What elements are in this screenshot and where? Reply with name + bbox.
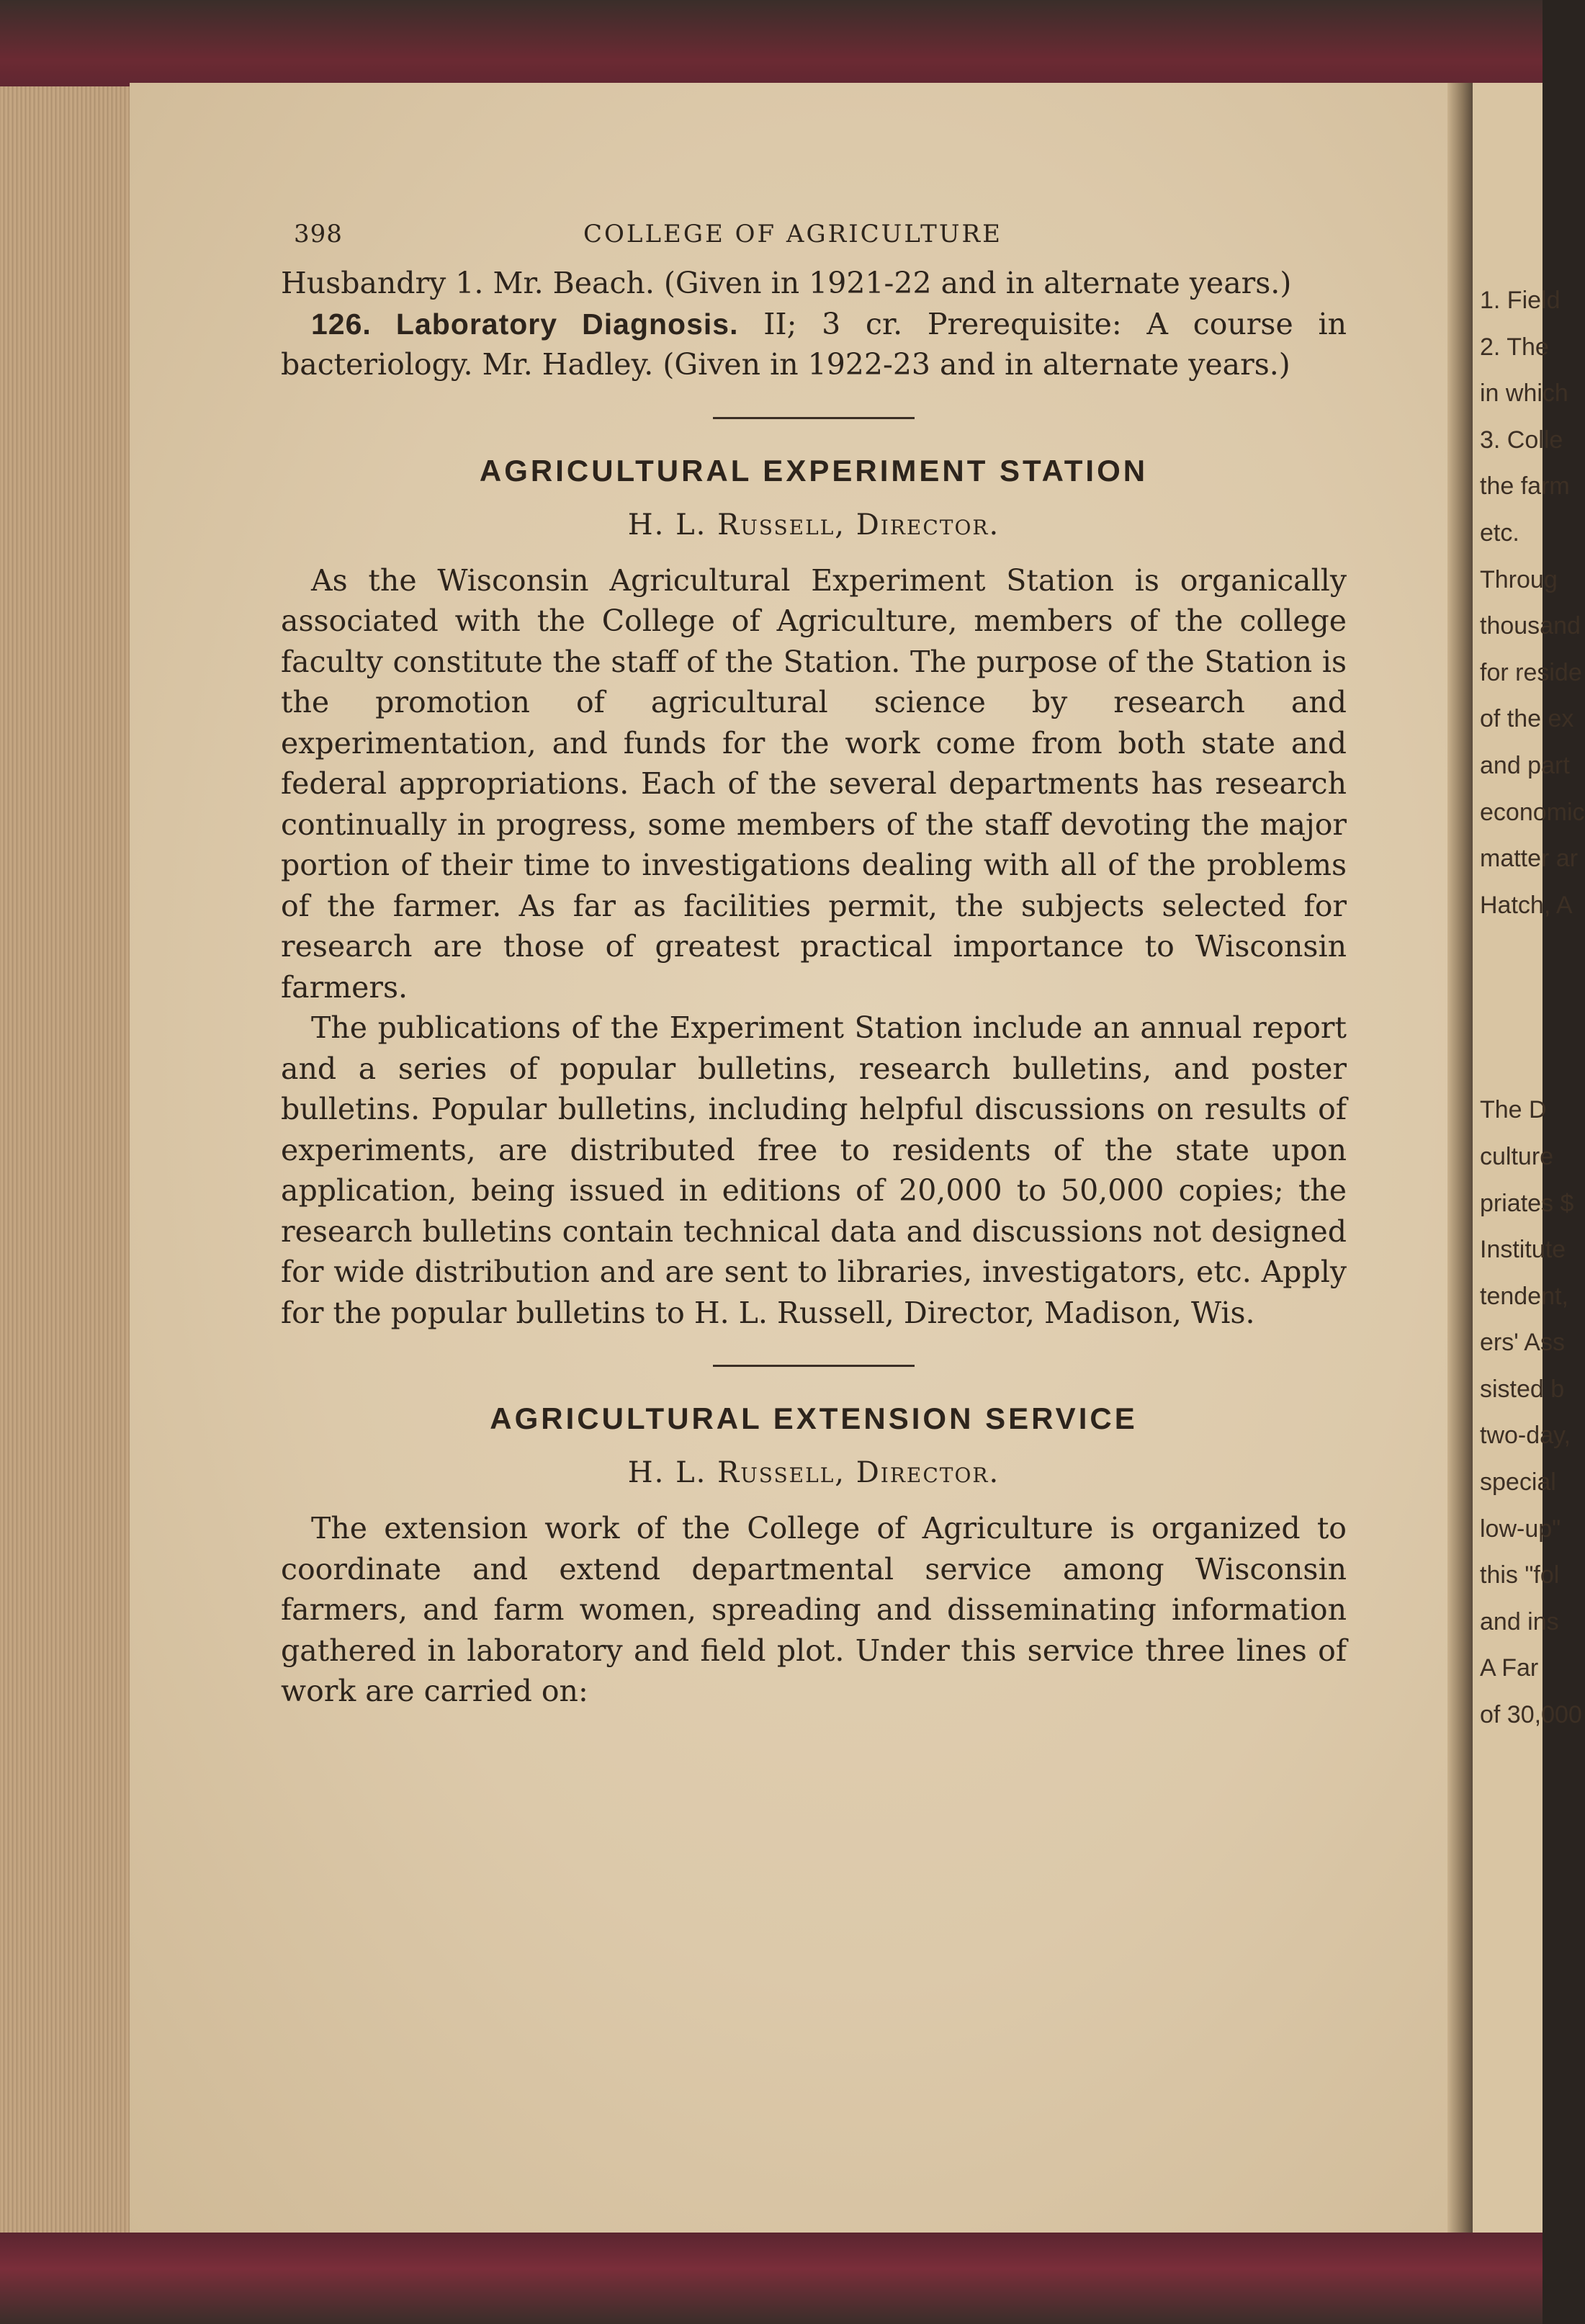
director-line: H. L. Russell, Director. (627, 508, 1000, 542)
fragment-line: thousand (1480, 612, 1581, 640)
course-details: II; 3 cr. Prerequisite: A course in bacteriology. Mr. Hadley. (Given in 1922-23 and in alternate years.) (281, 306, 1347, 382)
director-line: H. L. Russell, Director. (627, 1456, 1000, 1489)
course-entry (281, 304, 1347, 385)
book-gutter (1447, 83, 1476, 2243)
section-heading-experiment-station: AGRICULTURAL EXPERIMENT STATION (479, 453, 1149, 488)
continued-text: Husbandry 1. Mr. Beach. (Given in 1921-22 and in alternate years.) (281, 266, 1292, 300)
fragment-line: and part (1480, 751, 1570, 779)
section-divider (713, 417, 915, 419)
fragment-line: two-day, (1480, 1422, 1571, 1450)
fragment-line: 1. Field (1480, 287, 1561, 314)
fragment-line: Throug (1480, 565, 1558, 593)
station-paragraph-1: As the Wisconsin Agricultural Experiment Station is organically associated with the College of Agriculture, members of the college faculty constitute the staff of the Station. The purpose of the Station is the promotion of agricultural science by research and experimentation, and funds for the work come from both state and federal appropriations. Each of the several departments has research continually in progress, some members of the staff devoting the major portion of their time to investigations dealing with all of the problems of the farmer. As far as facilities permit, the subjects selected for research are those of greatest practical importance to Wisconsin farmers. (281, 562, 1347, 1005)
fragment-line: 3. Colle (1480, 426, 1563, 454)
page-content (281, 220, 1347, 1712)
fragment-line: culture (1480, 1142, 1554, 1170)
fragment-line: in which (1480, 380, 1568, 408)
fragment-line: and ins (1480, 1607, 1559, 1636)
fragment-line: Hatch, A (1480, 891, 1573, 919)
fragment-line: A Far (1480, 1654, 1539, 1682)
fragment-line: for reside (1480, 658, 1582, 686)
page-block-edge (0, 86, 144, 2240)
page-number: 398 (294, 220, 343, 248)
fragment-line: ers' Ass (1480, 1329, 1565, 1357)
fragment-line: The D (1480, 1096, 1547, 1124)
fragment-line: special (1480, 1468, 1556, 1497)
course-title: 126. Laboratory Diagnosis. (311, 307, 739, 341)
fragment-line: this "fol (1480, 1561, 1560, 1589)
book-cover-bottom (0, 2233, 1543, 2324)
fragment-line: etc. (1480, 519, 1519, 547)
fragment-line: sisted b (1480, 1375, 1565, 1403)
station-paragraph-2: The publications of the Experiment Station include an annual report and a series of popular bulletins, research bulletins, and poster bulletins. Popular bulletins, including helpful discussions on results of experiments, are distributed free to residents of the state upon application, being issued in editions of 20,000 to 50,000 copies; the research bulletins contain technical data and discussions not designed for wide distribution and are sent to libraries, investigators, etc. Apply for the popular bulletins to H. L. Russell, Director, Madison, Wis. (281, 1010, 1347, 1330)
facing-page-fragment (1473, 83, 1585, 2243)
fragment-line: priates $ (1480, 1189, 1574, 1217)
section-heading-extension-service: AGRICULTURAL EXTENSION SERVICE (490, 1401, 1138, 1435)
fragment-line: of the ex (1480, 705, 1574, 733)
fragment-line: economic (1480, 798, 1585, 826)
extension-paragraph-1: The extension work of the College of Agriculture is organized to coordinate and extend departmental service among Wisconsin farmers, and farm women, spreading and disseminating information gathered in laboratory and field plot. Under this service three lines of work are carried on: (281, 1511, 1347, 1708)
running-head (281, 220, 1347, 263)
fragment-line: the farm (1480, 472, 1570, 501)
fragment-line: of 30,000 (1480, 1701, 1582, 1729)
fragment-line: 2. The (1480, 333, 1549, 361)
fragment-line: matter ar (1480, 845, 1579, 873)
fragment-line: tendent, (1480, 1282, 1568, 1310)
fragment-line: Institute (1480, 1236, 1566, 1264)
section-divider (713, 1365, 915, 1367)
fragment-line: low-up" (1480, 1515, 1561, 1543)
running-title: COLLEGE OF AGRICULTURE (583, 220, 1002, 248)
